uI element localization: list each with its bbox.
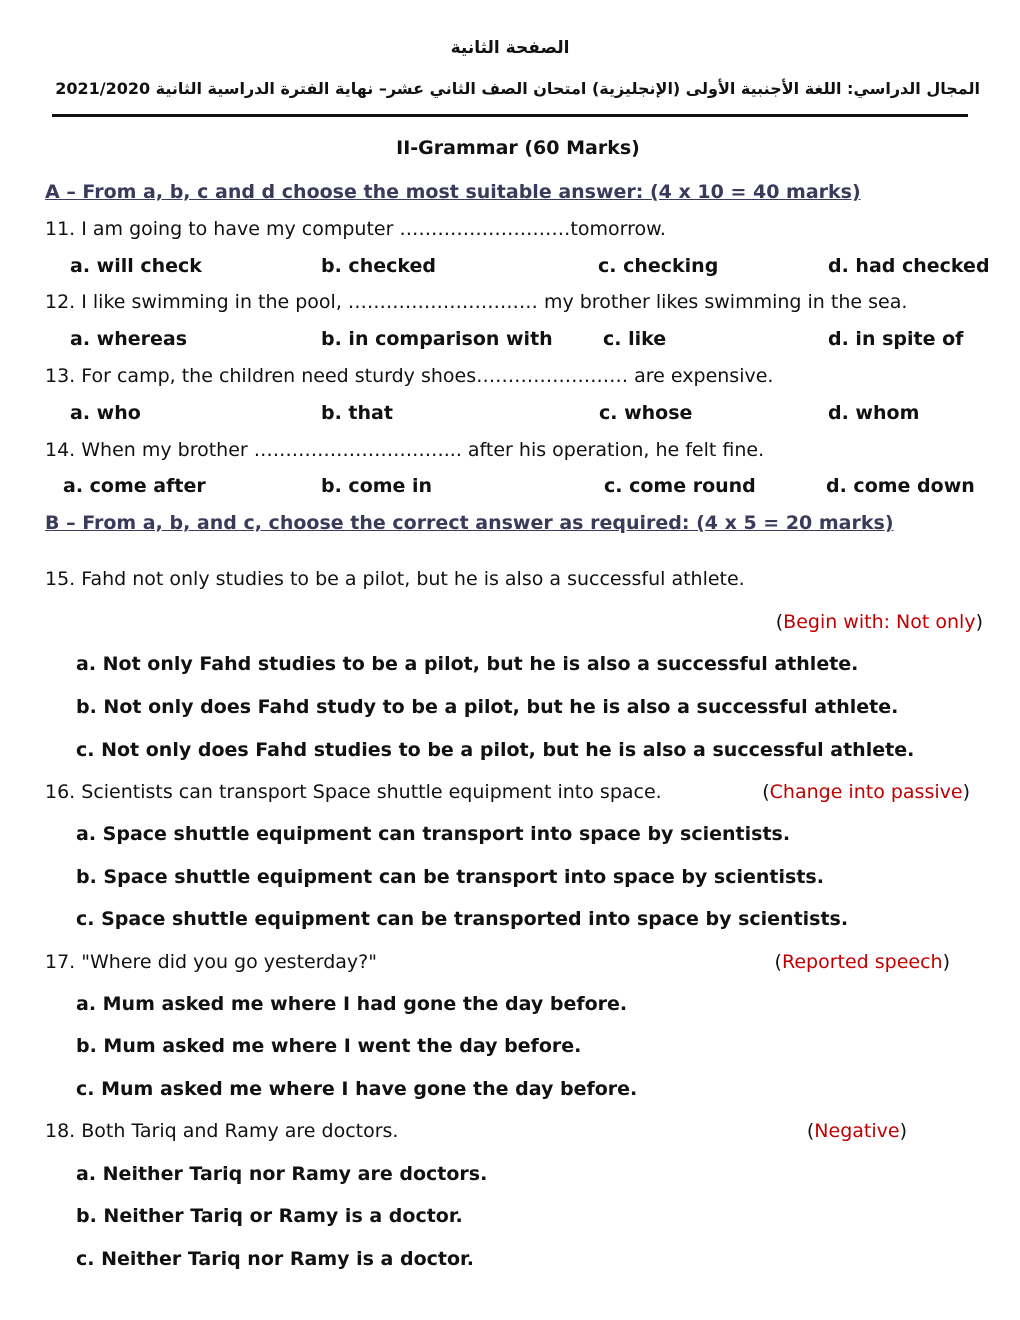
question-14: 14. When my brother …………………………... after his operation, he felt ﬁne. — [45, 439, 765, 461]
q11-option-d[interactable]: d. had checked — [828, 255, 990, 277]
q15-option-b[interactable]: b. Not only does Fahd study to be a pilot, but he is also a successful athlete. — [76, 696, 899, 718]
q11-option-b[interactable]: b. checked — [321, 255, 436, 277]
q18-option-c[interactable]: c. Neither Tariq nor Ramy is a doctor. — [76, 1248, 474, 1270]
q16-instruction: (Change into passive) — [762, 781, 970, 803]
section-title: II-Grammar (60 Marks) — [396, 137, 640, 159]
q16-option-b[interactable]: b. Space shuttle equipment can be transport into space by scientists. — [76, 866, 824, 888]
q14-option-b[interactable]: b. come in — [321, 475, 433, 497]
q17-option-a[interactable]: a. Mum asked me where I had gone the day before. — [76, 993, 628, 1015]
q16-option-c[interactable]: c. Space shuttle equipment can be transported into space by scientists. — [76, 908, 849, 930]
q12-option-b[interactable]: b. in comparison with — [321, 328, 553, 350]
question-13: 13. For camp, the children need sturdy shoes…………………… are expensive. — [45, 365, 774, 387]
question-18: 18. Both Tariq and Ramy are doctors. — [45, 1120, 399, 1142]
q15-option-a[interactable]: a. Not only Fahd studies to be a pilot, but he is also a successful athlete. — [76, 653, 859, 675]
q13-option-b[interactable]: b. that — [321, 402, 393, 424]
q17-instruction: (Reported speech) — [774, 951, 950, 973]
q17-option-c[interactable]: c. Mum asked me where I have gone the day before. — [76, 1078, 638, 1100]
q11-option-c[interactable]: c. checking — [598, 255, 719, 277]
q12-option-d[interactable]: d. in spite of — [828, 328, 964, 350]
q18-option-b[interactable]: b. Neither Tariq or Ramy is a doctor. — [76, 1205, 463, 1227]
q18-option-a[interactable]: a. Neither Tariq nor Ramy are doctors. — [76, 1163, 488, 1185]
q18-instruction: (Negative) — [806, 1120, 907, 1142]
q15-instruction: (Begin with: Not only) — [775, 611, 983, 633]
section-b-heading: B – From a, b, and c, choose the correct answer as required: (4 x 5 = 20 marks) — [45, 512, 894, 534]
q13-option-a[interactable]: a. who — [70, 402, 141, 424]
q12-option-c[interactable]: c. like — [603, 328, 667, 350]
page-label: الصفحة الثانية — [450, 38, 570, 58]
question-15: 15. Fahd not only studies to be a pilot, but he is also a successful athlete. — [45, 568, 745, 590]
q14-option-a[interactable]: a. come after — [63, 475, 206, 497]
q14-option-c[interactable]: c. come round — [604, 475, 756, 497]
q11-option-a[interactable]: a. will check — [70, 255, 202, 277]
q13-option-c[interactable]: c. whose — [599, 402, 693, 424]
q16-option-a[interactable]: a. Space shuttle equipment can transport into space by scientists. — [76, 823, 791, 845]
q14-option-d[interactable]: d. come down — [826, 475, 975, 497]
q12-option-a[interactable]: a. whereas — [70, 328, 188, 350]
question-17: 17. "Where did you go yesterday?" — [45, 951, 377, 973]
question-11: 11. I am going to have my computer ………………………tomorrow. — [45, 218, 666, 240]
question-12: 12. I like swimming in the pool, ………………………… my brother likes swimming in the sea. — [45, 291, 908, 313]
header-divider — [52, 114, 968, 117]
q15-option-c[interactable]: c. Not only does Fahd studies to be a pilot, but he is also a successful athlete. — [76, 739, 915, 761]
section-a-heading: A – From a, b, c and d choose the most suitable answer: (4 x 10 = 40 marks) — [45, 181, 861, 203]
q17-option-b[interactable]: b. Mum asked me where I went the day before. — [76, 1035, 582, 1057]
exam-header-line: المجال الدراسي: اللغة الأجنبية الأولى (الإنجليزية) امتحان الصف الثاني عشر– نهاية الفترة الدراسية الثانية 2021/2020 — [55, 79, 980, 98]
q13-option-d[interactable]: d. whom — [828, 402, 920, 424]
question-16: 16. Scientists can transport Space shuttle equipment into space. — [45, 781, 662, 803]
